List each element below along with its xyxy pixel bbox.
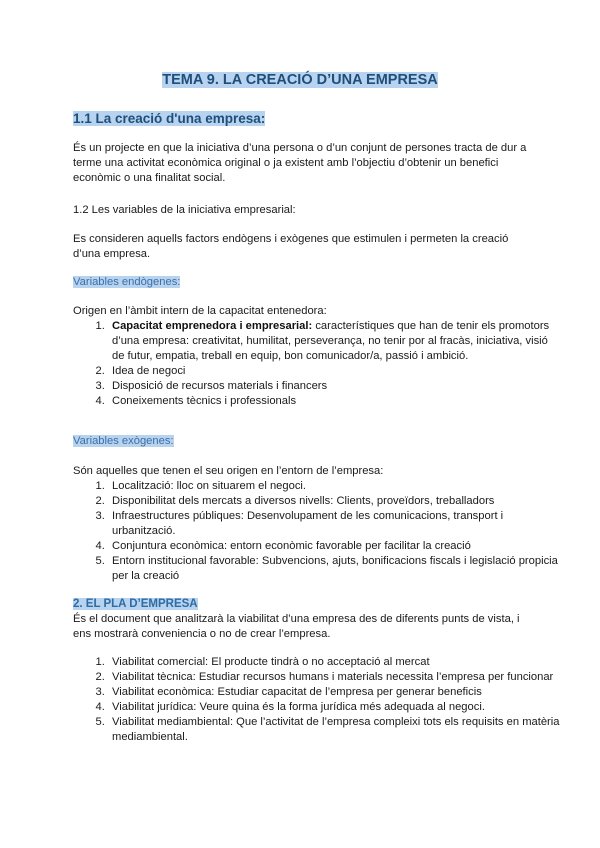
endogenous-label: Variables endògenes: — [73, 276, 181, 288]
list-item: 3. Viabilitat econòmica: Estudiar capacitat de l’empresa per generar beneficis — [108, 685, 563, 700]
section-2-heading: 2. EL PLA D’EMPRESA — [73, 598, 198, 610]
list-item: 5. Entorn institucional favorable: Subvencions, ajuts, bonificacions fiscals i legislació propicia per la creació — [108, 554, 563, 584]
list-item: 4. Viabilitat jurídica: Veure quina és la forma jurídica més adequada al negoci. — [108, 700, 563, 715]
exogenous-label: Variables exògenes: — [73, 435, 174, 447]
endogenous-list — [73, 319, 563, 409]
endogenous-intro: Origen en l’àmbit intern de la capacitat entenedora: — [73, 305, 327, 317]
section-1-2-paragraph: Es consideren aquells factors endògens i exògenes que estimulen i permeten la creació d’una empresa. — [73, 233, 509, 260]
list-item: 3. Infraestructures públiques: Desenvolupament de les comunicacions, transport i urbanització. — [108, 509, 563, 539]
business-plan-list — [73, 655, 563, 745]
exogenous-list — [73, 479, 563, 584]
list-item: 5. Viabilitat mediambiental: Que l’activitat de l’empresa compleixi tots els requisits en matèria mediambiental. — [108, 715, 563, 745]
list-item: 1. Capacitat emprenedora i empresarial: característiques que han de tenir els promotors d’una empresa: creativitat, humilitat, perseverança, no tenir por al fracàs, iniciativa, visió de futur, empatia, treball en equip, bon comunicador/a, passió i ambició. — [108, 319, 563, 364]
exogenous-intro: Són aquelles que tenen el seu origen en l’entorn de l’empresa: — [73, 465, 384, 477]
section-1-2-heading: 1.2 Les variables de la iniciativa empresarial: — [73, 204, 296, 216]
list-item: 4. Conjuntura econòmica: entorn econòmic favorable per facilitar la creació — [108, 539, 563, 554]
list-item: 2. Idea de negoci — [108, 364, 563, 379]
document-title: TEMA 9. LA CREACIÓ D’UNA EMPRESA — [162, 72, 438, 88]
list-item: 2. Viabilitat tècnica: Estudiar recursos humans i materials necessita l’empresa per funcionar — [108, 670, 563, 685]
section-1-1-paragraph: És un projecte en que la iniciativa d’una persona o d’un conjunt de persones tracta de dur a terme una activitat econòmica original o ja existent amb l’objectiu d’obtenir un benefici econòmic o una finalitat social. — [73, 142, 527, 184]
list-item: 3. Disposició de recursos materials i financers — [108, 379, 563, 394]
list-item: 2. Disponibilitat dels mercats a diversos nivells: Clients, proveïdors, treballadors — [108, 494, 563, 509]
list-item: 4. Coneixements tècnics i professionals — [108, 394, 563, 409]
section-1-1-heading: 1.1 La creació d'una empresa: — [73, 111, 266, 126]
list-item: 1. Viabilitat comercial: El producte tindrà o no acceptació al mercat — [108, 655, 563, 670]
section-2-paragraph: És el document que analitzarà la viabilitat d’una empresa des de diferents punts de vista, i ens mostrarà conveniencia o no de crear l’empresa. — [73, 613, 520, 640]
list-item: 1. Localització: lloc on situarem el negoci. — [108, 479, 563, 494]
